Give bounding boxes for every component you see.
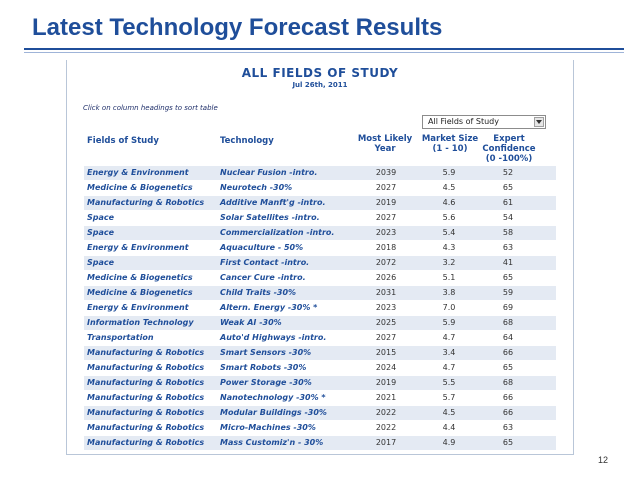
cell-market-size: 5.9 [442, 168, 456, 177]
cell-technology: Smart Sensors -30% [220, 348, 312, 357]
sort-hint: Click on column headings to sort table [83, 104, 218, 112]
cell-field: Manufacturing & Robotics [87, 408, 205, 417]
cell-year: 2022 [375, 408, 397, 417]
cell-confidence: 63 [502, 423, 514, 432]
cell-year: 2021 [375, 393, 397, 402]
cell-market-size: 3.2 [442, 258, 456, 267]
cell-technology: Smart Robots -30% [220, 363, 307, 372]
cell-confidence: 54 [502, 213, 514, 222]
cell-technology: Power Storage -30% [220, 378, 312, 387]
cell-market-size: 4.5 [442, 183, 456, 192]
table-row [84, 166, 556, 180]
forecast-table-panel [66, 60, 574, 455]
cell-technology: Solar Satellites -intro. [220, 213, 320, 222]
cell-technology: Altern. Energy -30% * [220, 303, 318, 312]
column-header-market-line2: (1 - 10) [432, 144, 468, 154]
table-row [84, 436, 556, 450]
cell-field: Medicine & Biogenetics [87, 273, 193, 282]
title-rule-accent [24, 52, 624, 53]
table-row [84, 181, 556, 195]
cell-market-size: 4.3 [442, 243, 456, 252]
slide-title: Latest Technology Forecast Results [32, 14, 443, 41]
cell-technology: Commercialization -intro. [220, 228, 335, 237]
cell-market-size: 4.7 [442, 333, 456, 342]
table-row [84, 361, 556, 375]
cell-year: 2023 [375, 228, 397, 237]
cell-confidence: 65 [502, 438, 514, 447]
column-header-year-line1: Most Likely [357, 134, 413, 144]
cell-field: Manufacturing & Robotics [87, 438, 205, 447]
cell-confidence: 63 [502, 243, 514, 252]
cell-market-size: 5.1 [442, 273, 456, 282]
table-row [84, 331, 556, 345]
cell-field: Space [87, 258, 115, 267]
cell-technology: Micro-Machines -30% [220, 423, 316, 432]
cell-market-size: 5.4 [442, 228, 456, 237]
cell-field: Energy & Environment [87, 243, 189, 252]
column-header-field[interactable]: Fields of Study [87, 136, 159, 146]
cell-field: Energy & Environment [87, 168, 189, 177]
cell-technology: Nuclear Fusion -intro. [220, 168, 318, 177]
table-row [84, 301, 556, 315]
cell-year: 2022 [375, 423, 397, 432]
field-of-study-select[interactable] [422, 115, 546, 129]
cell-year: 2019 [375, 198, 397, 207]
cell-field: Information Technology [87, 318, 194, 327]
cell-year: 2039 [375, 168, 397, 177]
cell-confidence: 68 [502, 378, 514, 387]
cell-market-size: 7.0 [442, 303, 456, 312]
cell-field: Manufacturing & Robotics [87, 378, 205, 387]
cell-confidence: 58 [502, 228, 514, 237]
cell-year: 2019 [375, 378, 397, 387]
cell-confidence: 66 [502, 393, 514, 402]
cell-field: Manufacturing & Robotics [87, 423, 205, 432]
cell-field: Energy & Environment [87, 303, 189, 312]
cell-confidence: 65 [502, 273, 514, 282]
cell-market-size: 3.8 [442, 288, 456, 297]
table-row [84, 211, 556, 225]
column-header-technology[interactable]: Technology [220, 136, 274, 146]
cell-technology: Auto'd Highways -intro. [220, 333, 327, 342]
cell-market-size: 5.5 [442, 378, 456, 387]
table-row [84, 196, 556, 210]
table-row [84, 316, 556, 330]
cell-technology: Child Traits -30% [220, 288, 297, 297]
sheet-date: Jul 26th, 2011 [292, 81, 348, 89]
title-rule [24, 48, 624, 50]
column-header-confidence-line1: Expert [493, 134, 525, 144]
cell-confidence: 64 [502, 333, 514, 342]
sheet-title: ALL FIELDS OF STUDY [241, 66, 399, 80]
cell-field: Manufacturing & Robotics [87, 348, 205, 357]
cell-confidence: 68 [502, 318, 514, 327]
cell-year: 2015 [375, 348, 397, 357]
table-row [84, 376, 556, 390]
table-row [84, 346, 556, 360]
cell-confidence: 66 [502, 408, 514, 417]
cell-confidence: 41 [502, 258, 514, 267]
table-row [84, 226, 556, 240]
cell-year: 2026 [375, 273, 397, 282]
table-row [84, 271, 556, 285]
cell-confidence: 65 [502, 183, 514, 192]
column-header-confidence-line2: Confidence [482, 144, 536, 154]
page-number: 12 [598, 455, 609, 465]
cell-year: 2027 [375, 213, 397, 222]
cell-market-size: 4.5 [442, 408, 456, 417]
cell-confidence: 69 [502, 303, 514, 312]
cell-year: 2027 [375, 183, 397, 192]
cell-market-size: 4.4 [442, 423, 456, 432]
cell-market-size: 5.9 [442, 318, 456, 327]
cell-technology: Cancer Cure -intro. [220, 273, 306, 282]
table-row [84, 286, 556, 300]
cell-field: Space [87, 228, 115, 237]
cell-market-size: 4.7 [442, 363, 456, 372]
dropdown-arrow-icon[interactable] [534, 117, 544, 127]
cell-market-size: 4.9 [442, 438, 456, 447]
cell-technology: Neurotech -30% [220, 183, 293, 192]
cell-technology: Aquaculture - 50% [220, 243, 304, 252]
cell-year: 2023 [375, 303, 397, 312]
table-row [84, 256, 556, 270]
cell-year: 2027 [375, 333, 397, 342]
table-row [84, 421, 556, 435]
cell-year: 2025 [375, 318, 397, 327]
cell-field: Manufacturing & Robotics [87, 363, 205, 372]
field-select-value: All Fields of Study [428, 117, 499, 126]
cell-year: 2024 [375, 363, 397, 372]
table-row [84, 391, 556, 405]
cell-market-size: 4.6 [442, 198, 456, 207]
cell-field: Medicine & Biogenetics [87, 288, 193, 297]
cell-market-size: 3.4 [442, 348, 456, 357]
cell-year: 2031 [375, 288, 397, 297]
cell-field: Space [87, 213, 115, 222]
cell-year: 2017 [375, 438, 397, 447]
cell-technology: Modular Buildings -30% [220, 408, 327, 417]
cell-technology: First Contact -intro. [220, 258, 310, 267]
cell-year: 2072 [375, 258, 397, 267]
cell-field: Manufacturing & Robotics [87, 198, 205, 207]
cell-confidence: 59 [502, 288, 514, 297]
cell-technology: Additive Manft'g -intro. [220, 198, 326, 207]
cell-confidence: 66 [502, 348, 514, 357]
cell-confidence: 61 [502, 198, 514, 207]
cell-year: 2018 [375, 243, 397, 252]
cell-field: Medicine & Biogenetics [87, 183, 193, 192]
cell-field: Manufacturing & Robotics [87, 393, 205, 402]
column-header-market-line1: Market Size [421, 134, 479, 144]
cell-confidence: 52 [502, 168, 514, 177]
cell-technology: Weak AI -30% [220, 318, 282, 327]
column-header-year-line2: Year [374, 144, 396, 154]
table-row [84, 406, 556, 420]
table-row [84, 241, 556, 255]
cell-technology: Nanotechnology -30% * [220, 393, 326, 402]
column-header-confidence-line3: (0 -100%) [485, 154, 533, 164]
cell-market-size: 5.6 [442, 213, 456, 222]
cell-market-size: 5.7 [442, 393, 456, 402]
cell-field: Transportation [87, 333, 154, 342]
cell-confidence: 65 [502, 363, 514, 372]
cell-technology: Mass Customiz'n - 30% [220, 438, 324, 447]
